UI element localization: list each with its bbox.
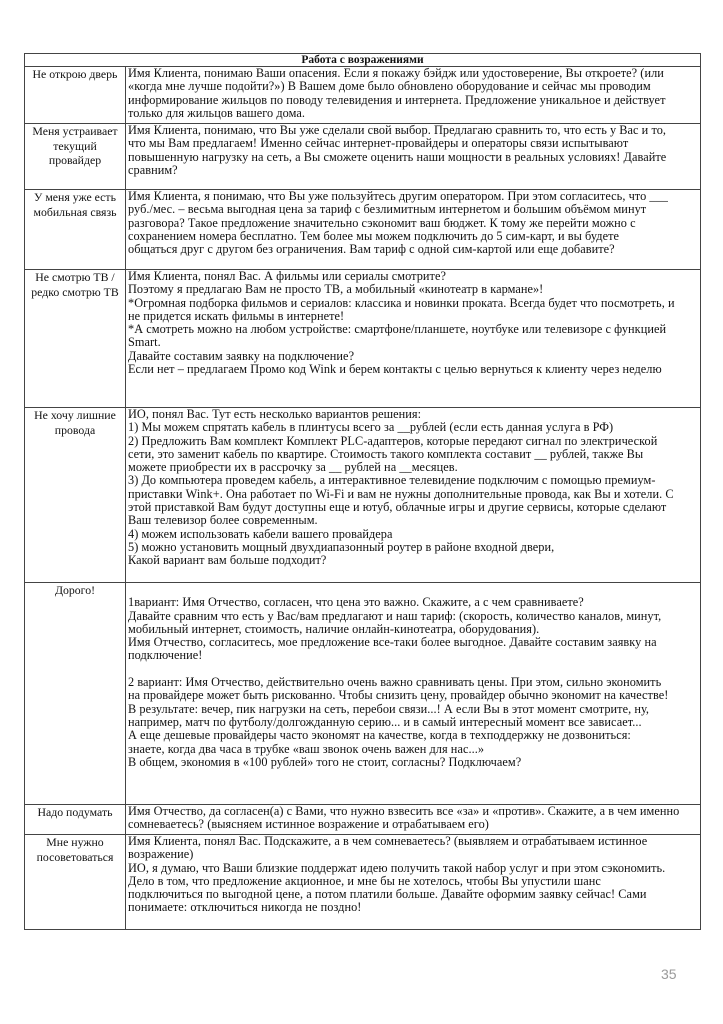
response-line: что мы Вам предлагаем! Именно сейчас интернет-провайдеры и операторы связи испытывают bbox=[128, 136, 629, 151]
response-line: 1вариант: Имя Отчество, согласен, что цена это важно. Скажите, а с чем сравниваете? bbox=[128, 595, 584, 610]
response-line: Какой вариант вам больше подходит? bbox=[128, 553, 327, 568]
page-number: 35 bbox=[661, 966, 677, 982]
response-line: сохранением номера бесплатно. Тем более мы можем подключить до 5 сим-карт, и вы будете bbox=[128, 228, 620, 243]
response-line: 3) До компьютера проведем кабель, а интерактивное телевидение подключим с помощью премиум- bbox=[128, 473, 656, 488]
response-line: 4) можем использовать кабели вашего провайдера bbox=[128, 526, 393, 541]
table-row bbox=[25, 805, 701, 835]
response-line: сомневаетесь? (выясняем истинное возражение и отрабатываем его) bbox=[128, 817, 489, 832]
response-line: знаете, когда два часа в трубке «ваш звонок очень важен для нас...» bbox=[128, 741, 485, 756]
response-line: Ваш телевизор более современным. bbox=[128, 513, 318, 528]
response-line: В результате: вечер, пик нагрузки на сеть, перебои связи...! А если Вы в этот момент смотрите, ну, bbox=[128, 701, 650, 716]
response-line bbox=[128, 583, 698, 596]
response-cell bbox=[126, 270, 701, 408]
response-line: Имя Клиента, я понимаю, что Вы уже пользуйтесь другим оператором. При этом согласитесь, что ___ bbox=[128, 189, 668, 203]
response-line bbox=[128, 769, 698, 782]
table-body bbox=[25, 67, 701, 930]
response-line: сети, это заменит кабель по квартире. Стоимость такого комплекта составит __ рублей, также Вы bbox=[128, 446, 644, 461]
response-line: информирование жильцов по поводу телевидения и интернета. Предложение уникальное и действует bbox=[128, 92, 666, 107]
response-line: сравним? bbox=[128, 162, 178, 177]
response-line: например, матч по футболу/долгожданную серию... и в самый интересный момент все зависает... bbox=[128, 714, 642, 729]
response-cell bbox=[126, 124, 701, 190]
response-line: Имя Клиента, понял Вас. Подскажите, а в чем сомневаетесь? (выявляем и отрабатываем истинное bbox=[128, 834, 648, 848]
response-line: А еще дешевые провайдеры часто экономят на качестве, когда в техподдержку не дозвониться: bbox=[128, 728, 631, 743]
response-line: Если нет – предлагаем Промо код Wink и берем контакты с целью вернуться к клиенту через неделю bbox=[128, 362, 662, 377]
objection-handling-table bbox=[24, 53, 701, 930]
response-line: Давайте сравним что есть у Вас/вам предлагают и наш тариф: (скорость, количество каналов, минут, bbox=[128, 608, 662, 623]
response-line: ИО, понял Вас. Тут есть несколько вариантов решения: bbox=[128, 407, 422, 421]
table-row bbox=[25, 408, 701, 583]
response-line: не придется искать фильмы в интернете! bbox=[128, 308, 345, 323]
table-row bbox=[25, 190, 701, 270]
response-line: 2 вариант: Имя Отчество, действительно очень важно сравнивать цены. При этом, сильно экономить bbox=[128, 675, 662, 690]
table-row bbox=[25, 835, 701, 930]
response-line: Имя Клиента, понимаю, что Вы уже сделали свой выбор. Предлагаю сравнить то, что есть у Вас и то, bbox=[128, 123, 667, 137]
response-line: Имя Клиента, понимаю Ваши опасения. Если я покажу бэйдж или удостоверение, Вы откроете? (или bbox=[128, 66, 664, 80]
response-line: Дело в том, что предложение акционное, и мне бы не хотелось, чтобы Вы упустили шанс bbox=[128, 873, 601, 888]
response-line: разговора? Такое предложение значительно сэкономит ваш бюджет. К тому же перейти можно с bbox=[128, 215, 636, 230]
response-line: 1) Мы можем спрятать кабель в плинтусы всего за __рублей (если есть данная услуга в РФ) bbox=[128, 420, 614, 435]
response-line: приставки Wink+. Она работает по Wi-Fi и вам не нужны дополнительные провода, как Вы и хотели. С bbox=[128, 486, 674, 501]
response-line: руб./мес. – весьма выгодная цена за тариф с безлимитным интернетом и большим объёмом минут bbox=[128, 202, 647, 217]
response-line: Имя Клиента, понял Вас. А фильмы или сериалы смотрите? bbox=[128, 269, 446, 283]
response-line: В общем, экономия в «100 рублей» того не стоит, согласны? Подключаем? bbox=[128, 754, 522, 769]
response-line: 5) можно установить мощный двухдиапазонный роутер в районе входной двери, bbox=[128, 539, 555, 554]
response-line: *А смотреть можно на любом устройстве: смартфоне/планшете, ноутбуке или телевизоре с функцией bbox=[128, 322, 667, 337]
response-cell bbox=[126, 408, 701, 583]
response-line: подключение! bbox=[128, 648, 203, 663]
objection-cell: Не смотрю ТВ / редко смотрю ТВ bbox=[25, 270, 126, 408]
response-line: повышенную нагрузку на сеть, а Вы сможете оценить наши мощности в реальных условиях! Давайте bbox=[128, 149, 667, 164]
response-line: ИО, я думаю, что Ваши близкие поддержат идею получить такой набор услуг и при этом сэкономить. bbox=[128, 860, 666, 875]
response-line: только для жильцов вашего дома. bbox=[128, 105, 306, 120]
response-line: 2) Предложить Вам комплект Комплект PLC-адаптеров, которые передают сигнал по электрической bbox=[128, 433, 658, 448]
response-line: возражение) bbox=[128, 847, 194, 862]
objection-cell: Не открою дверь bbox=[25, 67, 126, 124]
response-cell bbox=[126, 805, 701, 835]
objection-cell: Дорого! bbox=[25, 583, 126, 805]
objection-cell: Не хочу лишние провода bbox=[25, 408, 126, 583]
response-line: этой приставкой Вам будут доступны еще и ютуб, облачные игры и другие сервисы, которые сделают bbox=[128, 500, 667, 515]
response-line: подключиться по выгодной цене, а потом платили больше. Давайте оформим заявку сейчас! Сами bbox=[128, 887, 647, 902]
objection-cell: Мне нужно посоветоваться bbox=[25, 835, 126, 930]
table-title: Работа с возражениями bbox=[25, 54, 701, 67]
response-line: мобильный интернет, стоимость, наличие онлайн-кинотеатра, оборудования). bbox=[128, 621, 540, 636]
response-line: можете приобрести их в рассрочку за __ рублей на __месяцев. bbox=[128, 460, 458, 475]
response-line: понимаете: отключиться никогда не поздно! bbox=[128, 900, 362, 915]
response-line: Давайте составим заявку на подключение? bbox=[128, 348, 355, 363]
table-row bbox=[25, 124, 701, 190]
table-header-row bbox=[25, 54, 701, 67]
response-line: Имя Отчество, да согласен(а) с Вами, что нужно взвесить все «за» и «против». Скажите, а в чем именно bbox=[128, 804, 680, 818]
table-row bbox=[25, 270, 701, 408]
response-line: Поэтому я предлагаю Вам не просто ТВ, а мобильный «кинотеатр в кармане»! bbox=[128, 282, 544, 297]
response-line: Smart. bbox=[128, 335, 161, 350]
response-cell bbox=[126, 67, 701, 124]
response-line: на провайдере может быть рискованно. Чтобы снизить цену, провайдер обычно экономит на качестве! bbox=[128, 688, 669, 703]
response-line bbox=[128, 663, 698, 676]
response-cell bbox=[126, 583, 701, 805]
response-line: «когда мне лучше подойти?») В Вашем доме было обновлено оборудование и сейчас мы проводим bbox=[128, 79, 651, 94]
response-line: *Огромная подборка фильмов и сериалов: классика и новинки проката. Всегда будет что посмотреть, и bbox=[128, 295, 675, 310]
response-cell bbox=[126, 835, 701, 930]
response-cell bbox=[126, 190, 701, 270]
table-row bbox=[25, 583, 701, 805]
objection-cell: Меня устраивает текущий провайдер bbox=[25, 124, 126, 190]
response-line: Имя Отчество, согласитесь, мое предложение все-таки более выгодное. Давайте составим заявку на bbox=[128, 635, 657, 650]
table-row bbox=[25, 67, 701, 124]
response-line: общаться друг с другом без ограничения. Вам тариф с одной сим-картой или еще добавите? bbox=[128, 242, 615, 257]
objection-cell: У меня уже есть мобильная связь bbox=[25, 190, 126, 270]
objection-cell: Надо подумать bbox=[25, 805, 126, 835]
